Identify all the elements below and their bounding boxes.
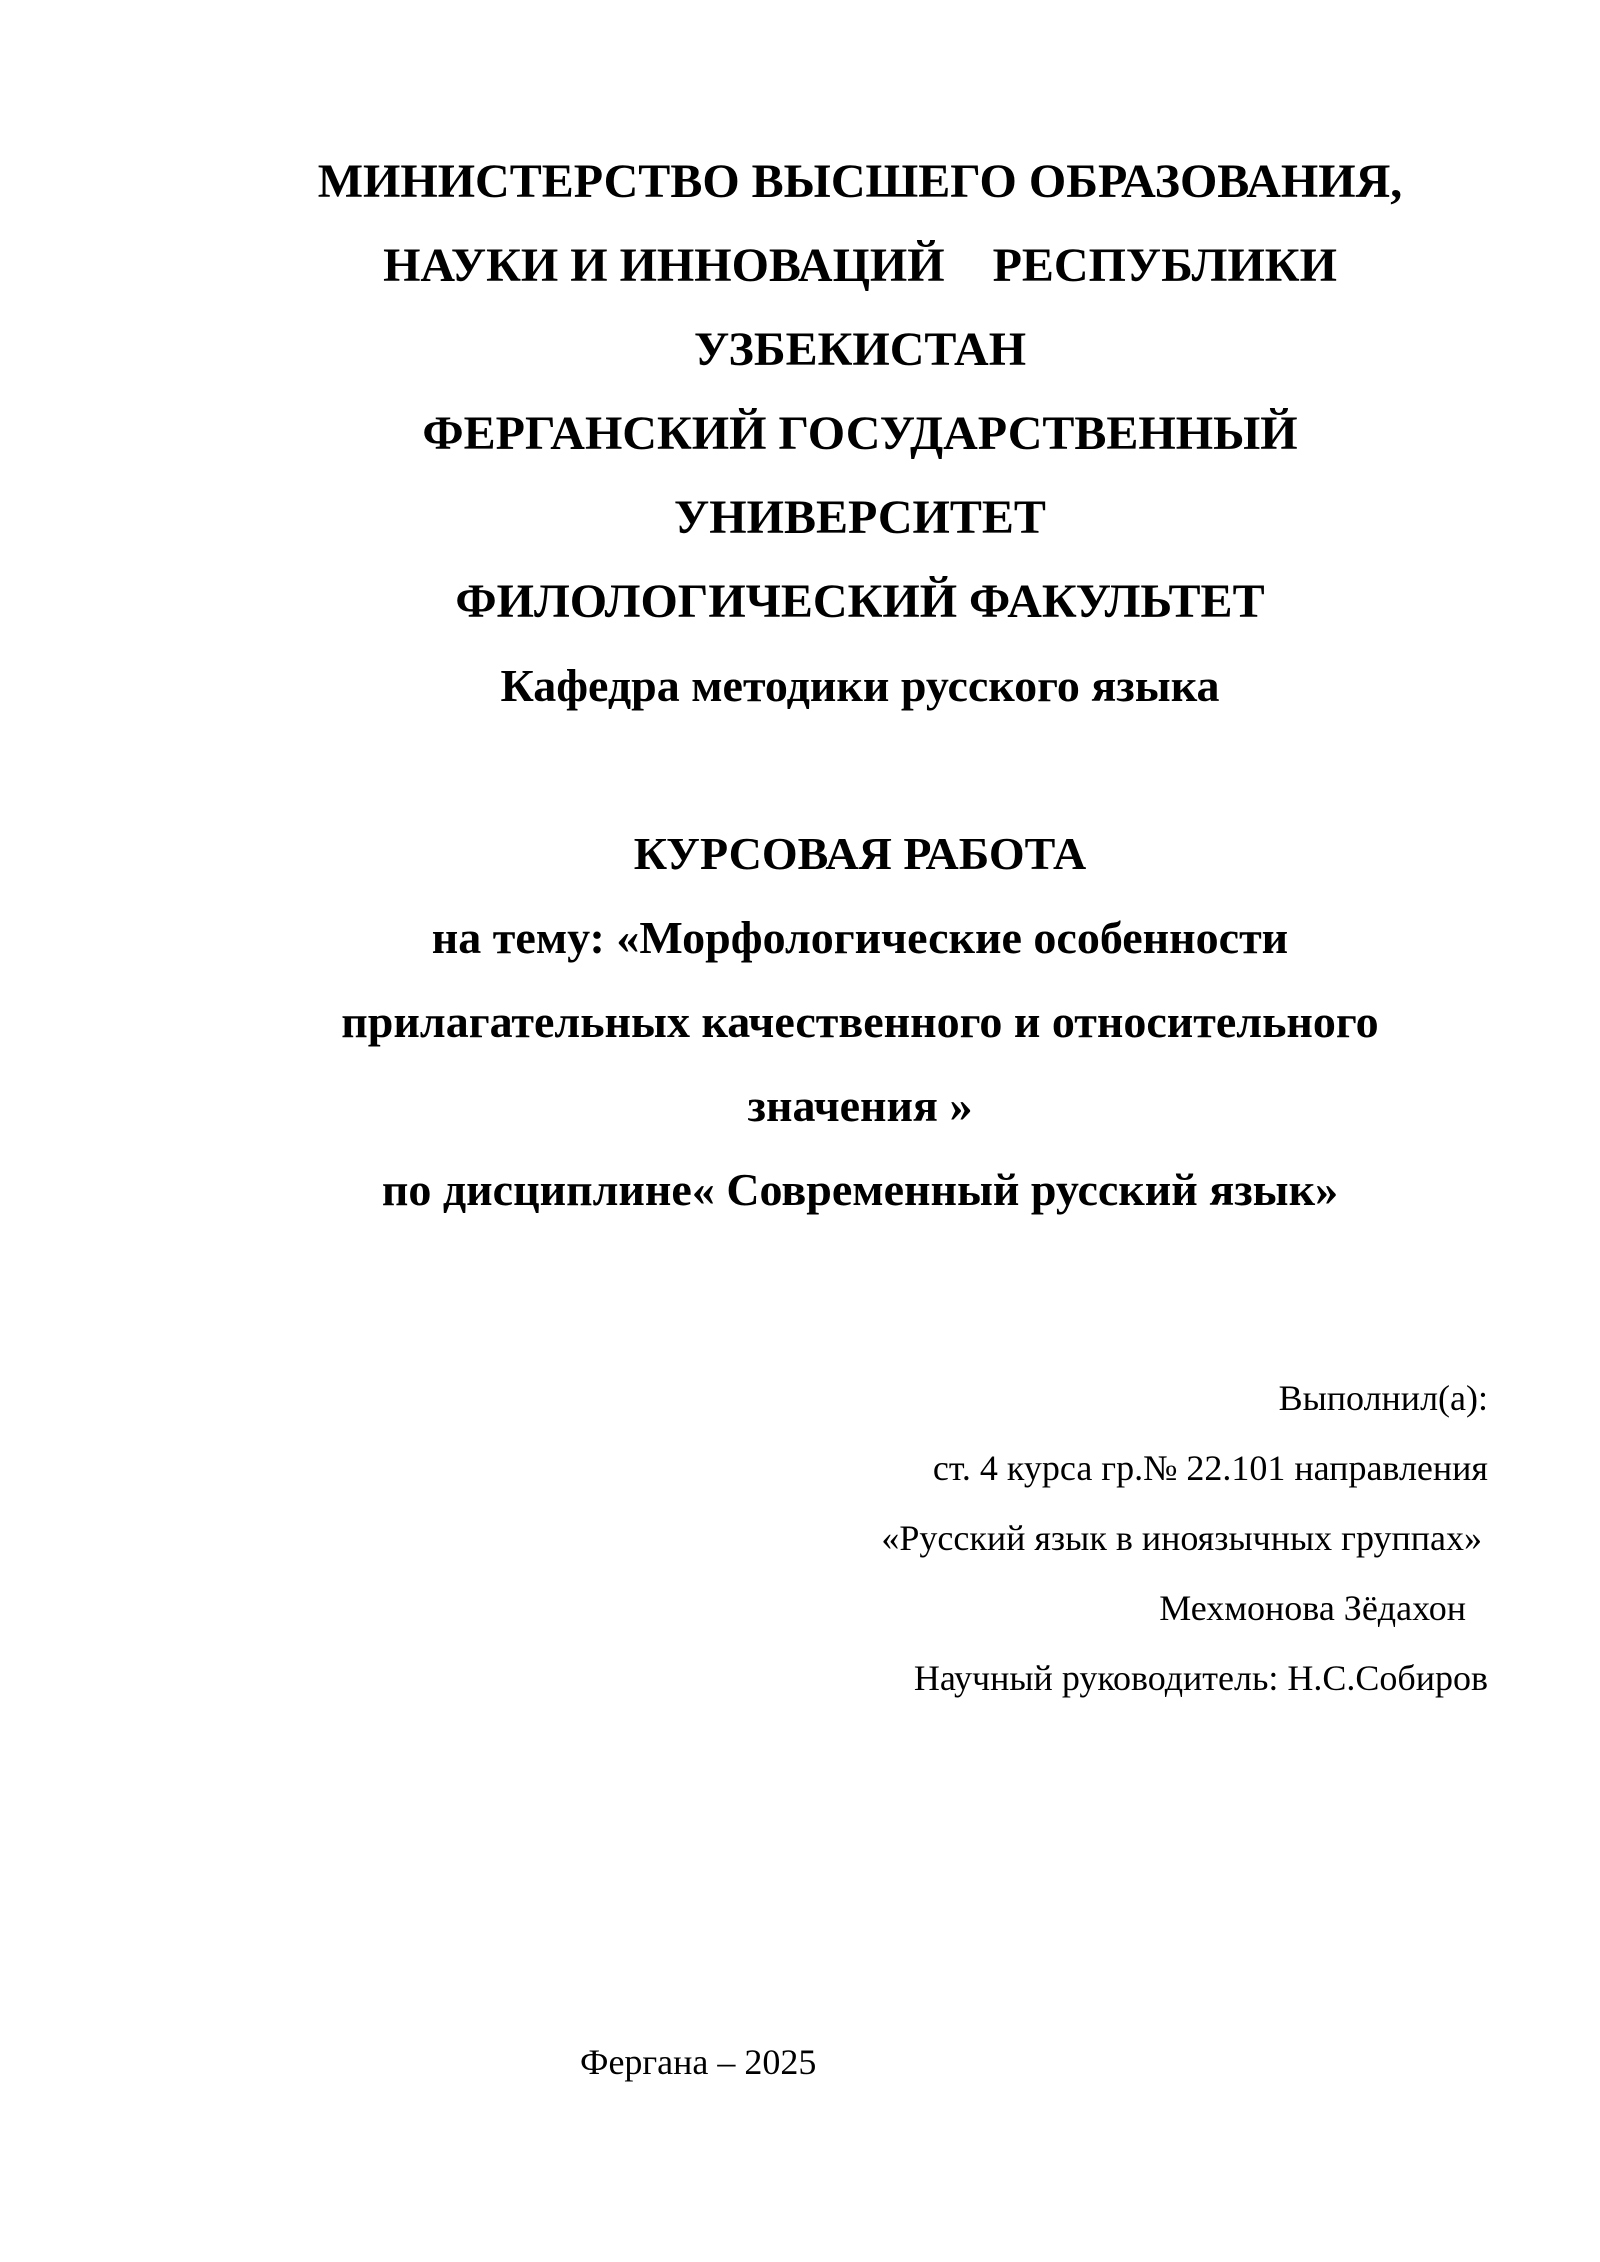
topic-line-1: на тему: «Морфологические особенности bbox=[431, 912, 1289, 963]
ministry-line-2: НАУКИ И ИННОВАЦИЙ РЕСПУБЛИКИ bbox=[383, 239, 1337, 292]
city-year: Фергана – 2025 bbox=[580, 2042, 817, 2082]
discipline-line: по дисциплине« Современный русский язык» bbox=[381, 1164, 1339, 1215]
faculty-name: ФИЛОЛОГИЧЕСКИЙ ФАКУЛЬТЕТ bbox=[455, 575, 1265, 628]
topic-line-2: прилагательных качественного и относительного bbox=[341, 996, 1379, 1047]
student-name: Мехмонова Зёдахон bbox=[1159, 1588, 1466, 1628]
supervisor-line: Научный руководитель: Н.С.Собиров bbox=[913, 1658, 1488, 1698]
ministry-line-3: УЗБЕКИСТАН bbox=[693, 323, 1027, 376]
title-page-header bbox=[0, 140, 1600, 728]
ministry-line-1: МИНИСТЕРСТВО ВЫСШЕГО ОБРАЗОВАНИЯ, bbox=[317, 155, 1403, 208]
university-line-2: УНИВЕРСИТЕТ bbox=[674, 491, 1046, 544]
study-direction: «Русский язык в иноязычных группах» bbox=[881, 1518, 1482, 1558]
department-name: Кафедра методики русского языка bbox=[500, 660, 1220, 711]
topic-line-3: значения » bbox=[747, 1080, 973, 1131]
student-group: ст. 4 курса гр.№ 22.101 направления bbox=[932, 1448, 1488, 1488]
performed-by-label: Выполнил(а): bbox=[1278, 1378, 1488, 1418]
work-title-block bbox=[0, 812, 1600, 1232]
author-info-block bbox=[881, 1363, 1488, 1713]
university-line-1: ФЕРГАНСКИЙ ГОСУДАРСТВЕННЫЙ bbox=[422, 407, 1298, 460]
work-type: КУРСОВАЯ РАБОТА bbox=[633, 828, 1087, 879]
